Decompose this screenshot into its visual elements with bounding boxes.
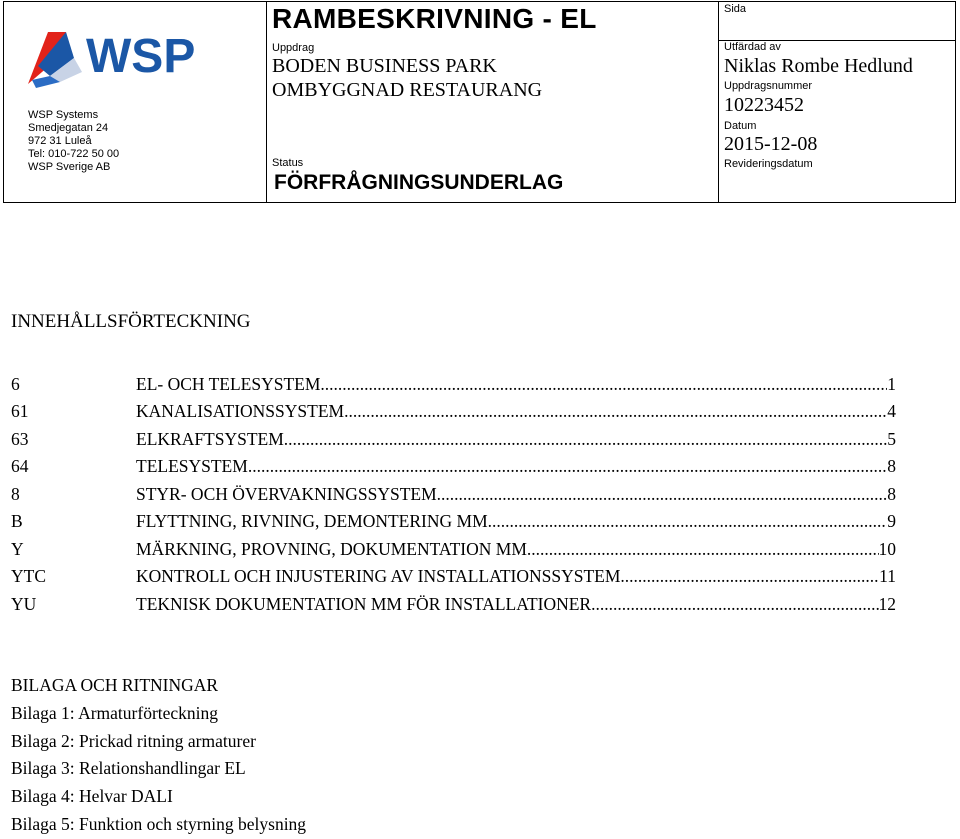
company-line: WSP Sverige AB (28, 161, 111, 173)
appendix-item: Bilaga 3: Relationshandlingar EL (11, 758, 246, 779)
toc-entry-number: 8 (11, 483, 20, 504)
toc-leader-dots (591, 594, 878, 615)
toc-leader-dots (437, 484, 888, 505)
toc-entry-number: 64 (11, 456, 29, 476)
toc-leader-dots (344, 401, 887, 422)
toc-entry-page: 8 (887, 483, 896, 504)
toc-entry-page: 9 (887, 511, 896, 531)
toc-entry[interactable] (11, 477, 896, 505)
toc-entry[interactable] (11, 560, 896, 588)
wsp-logo (26, 22, 226, 92)
toc-entry-number: 63 (11, 428, 29, 449)
page-label: Sida (724, 3, 747, 15)
toc-heading: INNEHÅLLSFÖRTECKNING (11, 311, 251, 332)
date-label: Datum (724, 120, 757, 132)
toc-entry[interactable] (11, 450, 896, 478)
toc-leader-dots (488, 511, 888, 532)
toc-leader-dots (527, 539, 879, 560)
assignment-line: OMBYGGNAD RESTAURANG (272, 79, 543, 101)
date-value: 2015-12-08 (724, 133, 818, 155)
appendix-item: Bilaga 1: Armaturförteckning (11, 702, 219, 723)
company-line: Smedjegatan 24 (28, 122, 109, 134)
toc-leader-dots (620, 566, 879, 587)
toc-entry-title: KANALISATIONSSYSTEM (136, 401, 345, 421)
status-value: FÖRFRÅGNINGSUNDERLAG (274, 171, 564, 194)
toc-entry-number: YU (11, 593, 37, 614)
company-line: WSP Systems (28, 109, 99, 121)
toc-entry-page: 5 (887, 428, 896, 449)
toc-entry-title: MÄRKNING, PROVNING, DOKUMENTATION MM (136, 538, 527, 559)
toc-entry-page: 12 (878, 593, 896, 614)
company-line: 972 31 Luleå (28, 135, 92, 147)
toc-entry-number: 6 (11, 373, 20, 394)
appendix-list (11, 672, 306, 839)
toc-entry[interactable] (11, 367, 896, 395)
company-line: Tel: 010-722 50 00 (28, 148, 120, 160)
toc-entry-page: 1 (887, 373, 896, 394)
header-divider (718, 2, 719, 202)
toc-entry-title: KONTROLL OCH INJUSTERING AV INSTALLATIONSSYSTEM (136, 566, 621, 586)
assignment-number-label: Uppdragsnummer (724, 80, 813, 92)
toc-entry-title: STYR- OCH ÖVERVAKNINGSSYSTEM (136, 483, 437, 504)
toc-entry-title: TELESYSTEM (136, 456, 248, 476)
issued-by-label: Utfärdad av (724, 41, 781, 53)
toc-entry-title: EL- OCH TELESYSTEM (136, 373, 321, 394)
toc-entry-title: ELKRAFTSYSTEM (136, 428, 284, 449)
toc-entry[interactable] (11, 532, 896, 560)
appendix-heading: BILAGA OCH RITNINGAR (11, 675, 219, 695)
toc-entry[interactable] (11, 395, 896, 423)
toc-entry-number: YTC (11, 566, 46, 586)
assignment-line: BODEN BUSINESS PARK (272, 55, 497, 77)
toc-leader-dots (284, 429, 887, 450)
toc-entry[interactable] (11, 422, 896, 450)
header-divider (266, 2, 267, 202)
toc-entry-number: B (11, 511, 23, 531)
document-title: RAMBESKRIVNING - EL (272, 3, 597, 34)
appendix-item: Bilaga 5: Funktion och styrning belysning (11, 813, 307, 834)
toc-entry[interactable] (11, 505, 896, 533)
appendix-item: Bilaga 2: Prickad ritning armaturer (11, 730, 256, 751)
toc-entry-page: 4 (887, 401, 896, 421)
logo-text: WSP (86, 30, 196, 83)
toc-entry[interactable] (11, 587, 896, 615)
toc-entry-title: FLYTTNING, RIVNING, DEMONTERING MM (136, 511, 488, 531)
toc-entry-page: 11 (879, 566, 896, 586)
assignment-number-value: 10223452 (724, 94, 804, 116)
wsp-logo-mark-icon (26, 22, 226, 92)
toc-entry-number: Y (11, 538, 24, 559)
assignment-label: Uppdrag (272, 42, 315, 54)
toc-leader-dots (320, 374, 887, 395)
company-address (28, 109, 119, 174)
appendix-item: Bilaga 4: Helvar DALI (11, 786, 173, 807)
issued-by-value: Niklas Rombe Hedlund (724, 55, 913, 77)
status-label: Status (272, 157, 304, 169)
toc-entry-page: 10 (878, 538, 896, 559)
toc-entry-title: TEKNISK DOKUMENTATION MM FÖR INSTALLATIONER (136, 593, 592, 614)
toc-entry-number: 61 (11, 401, 29, 421)
table-of-contents (11, 367, 896, 615)
toc-entry-page: 8 (887, 456, 896, 476)
toc-leader-dots (248, 456, 887, 477)
revision-date-label: Revideringsdatum (724, 158, 813, 170)
